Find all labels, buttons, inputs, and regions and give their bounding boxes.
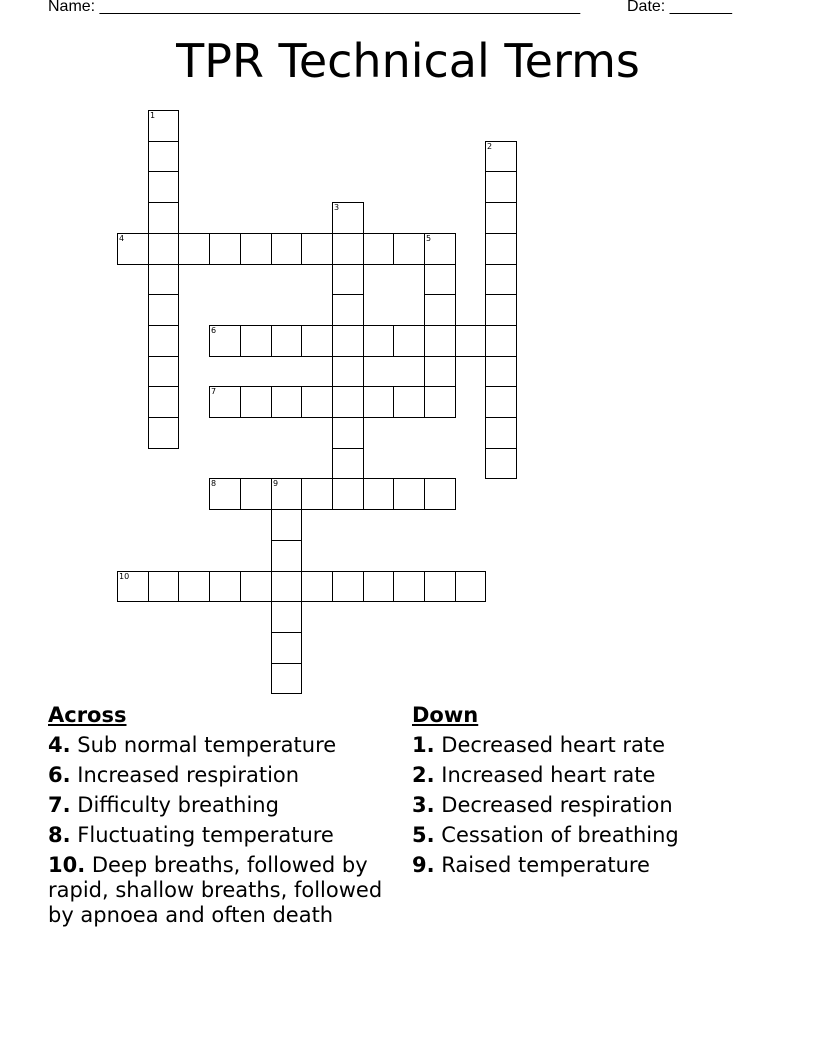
grid-cell[interactable]	[240, 386, 272, 418]
clue-text: Difficulty breathing	[77, 793, 279, 817]
grid-cell[interactable]	[240, 571, 272, 602]
grid-cell[interactable]	[332, 386, 364, 418]
clue-number: 4.	[48, 733, 71, 757]
grid-cell[interactable]	[271, 233, 302, 265]
grid-cell[interactable]	[424, 294, 456, 326]
cell-number: 8	[211, 479, 217, 488]
clue-down-1	[412, 733, 762, 758]
grid-cell[interactable]	[485, 264, 517, 295]
grid-cell[interactable]	[393, 478, 425, 510]
grid-cell[interactable]	[148, 356, 179, 387]
grid-cell[interactable]	[424, 264, 456, 295]
clue-text: Fluctuating temperature	[77, 823, 334, 847]
grid-cell[interactable]	[178, 233, 210, 265]
grid-cell[interactable]	[363, 325, 394, 357]
grid-cell[interactable]	[148, 417, 179, 449]
grid-cell[interactable]	[117, 233, 149, 265]
across-clues	[48, 703, 398, 933]
grid-cell[interactable]	[301, 386, 333, 418]
grid-cell[interactable]	[424, 571, 456, 602]
clue-number: 5.	[412, 823, 435, 847]
clue-number: 3.	[412, 793, 435, 817]
cell-number: 2	[487, 142, 493, 151]
grid-cell[interactable]	[271, 478, 302, 510]
clue-down-2	[412, 763, 762, 788]
grid-cell[interactable]	[485, 171, 517, 203]
cell-number: 5	[426, 234, 432, 243]
grid-cell[interactable]	[148, 571, 179, 602]
grid-cell[interactable]	[148, 171, 179, 203]
grid-cell[interactable]	[148, 325, 179, 357]
down-heading: Down	[412, 703, 479, 727]
grid-cell[interactable]	[209, 233, 241, 265]
date-field-line: Date: _______	[627, 0, 732, 15]
grid-cell[interactable]	[363, 478, 394, 510]
clue-number: 2.	[412, 763, 435, 787]
grid-cell[interactable]	[209, 325, 241, 357]
grid-cell[interactable]	[455, 325, 486, 357]
clue-number: 8.	[48, 823, 71, 847]
clue-text: Cessation of breathing	[441, 823, 679, 847]
grid-cell[interactable]	[148, 386, 179, 418]
across-heading: Across	[48, 703, 127, 727]
clue-across-4	[48, 733, 398, 758]
grid-cell[interactable]	[455, 571, 486, 602]
grid-cell[interactable]	[271, 663, 302, 694]
grid-cell[interactable]	[271, 509, 302, 541]
clue-across-8	[48, 823, 398, 848]
grid-cell[interactable]	[209, 386, 241, 418]
grid-cell[interactable]	[148, 110, 179, 142]
grid-cell[interactable]	[424, 233, 456, 265]
grid-cell[interactable]	[271, 632, 302, 664]
grid-cell[interactable]	[485, 417, 517, 449]
clue-number: 7.	[48, 793, 71, 817]
grid-cell[interactable]	[271, 325, 302, 357]
grid-cell[interactable]	[271, 386, 302, 418]
grid-cell[interactable]	[332, 448, 364, 479]
clue-text: Raised temperature	[441, 853, 650, 877]
grid-cell[interactable]	[271, 540, 302, 572]
grid-cell[interactable]	[209, 478, 241, 510]
grid-cell[interactable]	[485, 356, 517, 387]
cell-number: 4	[119, 234, 125, 243]
grid-cell[interactable]	[332, 325, 364, 357]
grid-cell[interactable]	[148, 233, 179, 265]
grid-cell[interactable]	[271, 571, 302, 602]
name-field-line: Name: ______________________________________________________	[48, 0, 581, 15]
clue-number: 6.	[48, 763, 71, 787]
clue-text: Increased heart rate	[441, 763, 656, 787]
grid-cell[interactable]	[332, 417, 364, 449]
grid-cell[interactable]	[240, 233, 272, 265]
grid-cell[interactable]	[393, 233, 425, 265]
clue-down-9	[412, 853, 762, 878]
grid-cell[interactable]	[240, 478, 272, 510]
cell-number: 9	[273, 479, 279, 488]
clue-text: Deep breaths, followed by rapid, shallow breaths, followed by apnoea and often death	[48, 853, 383, 927]
cell-number: 10	[119, 572, 130, 581]
grid-cell[interactable]	[271, 601, 302, 633]
grid-cell[interactable]	[332, 233, 364, 265]
grid-cell[interactable]	[301, 233, 333, 265]
clue-text: Sub normal temperature	[77, 733, 337, 757]
down-clues	[412, 703, 762, 883]
clue-number: 1.	[412, 733, 435, 757]
cell-number: 7	[211, 387, 217, 396]
grid-cell[interactable]	[363, 233, 394, 265]
clue-text: Decreased respiration	[441, 793, 673, 817]
grid-cell[interactable]	[363, 386, 394, 418]
grid-cell[interactable]	[424, 478, 456, 510]
grid-cell[interactable]	[485, 233, 517, 265]
grid-cell[interactable]	[332, 294, 364, 326]
grid-cell[interactable]	[332, 356, 364, 387]
clue-down-3	[412, 793, 762, 818]
grid-cell[interactable]	[363, 571, 394, 602]
grid-cell[interactable]	[332, 264, 364, 295]
grid-cell[interactable]	[332, 478, 364, 510]
grid-cell[interactable]	[301, 478, 333, 510]
clue-text: Decreased heart rate	[441, 733, 666, 757]
clue-across-7	[48, 793, 398, 818]
clue-number: 10.	[48, 853, 86, 877]
cell-number: 1	[150, 111, 156, 120]
grid-cell[interactable]	[117, 571, 149, 602]
grid-cell[interactable]	[178, 571, 210, 602]
clue-across-10	[48, 853, 398, 928]
clue-number: 9.	[412, 853, 435, 877]
cell-number: 3	[334, 203, 340, 212]
cell-number: 6	[211, 326, 217, 335]
grid-cell[interactable]	[301, 571, 333, 602]
grid-cell[interactable]	[148, 141, 179, 172]
grid-cell[interactable]	[485, 294, 517, 326]
grid-cell[interactable]	[332, 571, 364, 602]
clue-across-6	[48, 763, 398, 788]
grid-cell[interactable]	[148, 294, 179, 326]
clue-down-5	[412, 823, 762, 848]
grid-cell[interactable]	[209, 571, 241, 602]
grid-cell[interactable]	[424, 325, 456, 357]
grid-cell[interactable]	[301, 325, 333, 357]
grid-cell[interactable]	[148, 264, 179, 295]
grid-cell[interactable]	[485, 202, 517, 234]
grid-cell[interactable]	[424, 356, 456, 387]
grid-cell[interactable]	[393, 325, 425, 357]
grid-cell[interactable]	[424, 386, 456, 418]
grid-cell[interactable]	[485, 325, 517, 357]
grid-cell[interactable]	[332, 202, 364, 234]
clue-text: Increased respiration	[77, 763, 300, 787]
page-title: TPR Technical Terms	[176, 34, 640, 88]
grid-cell[interactable]	[485, 386, 517, 418]
grid-cell[interactable]	[393, 386, 425, 418]
grid-cell[interactable]	[485, 141, 517, 172]
grid-cell[interactable]	[485, 448, 517, 479]
grid-cell[interactable]	[148, 202, 179, 234]
grid-cell[interactable]	[240, 325, 272, 357]
grid-cell[interactable]	[393, 571, 425, 602]
